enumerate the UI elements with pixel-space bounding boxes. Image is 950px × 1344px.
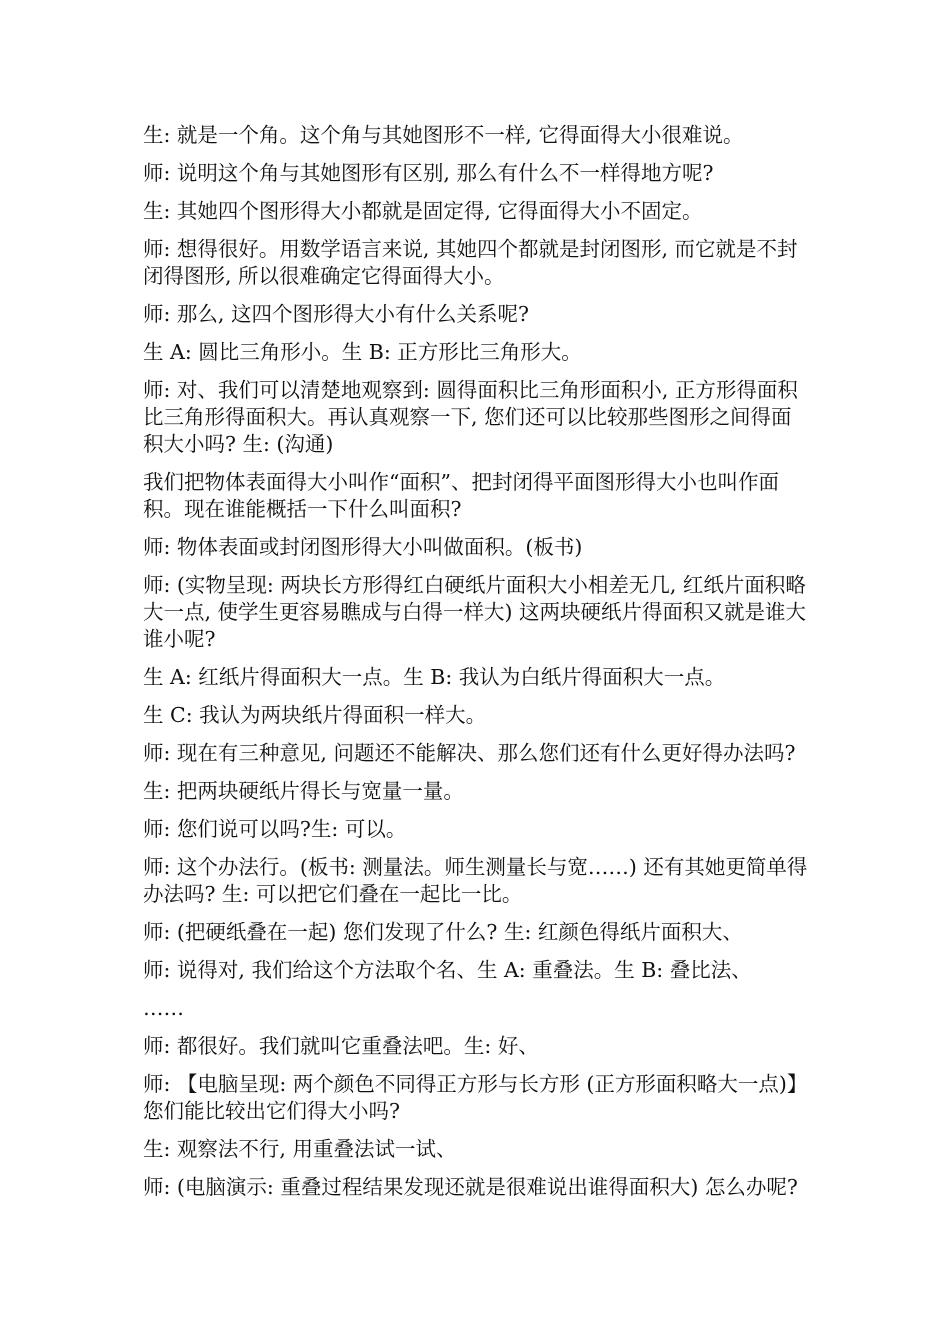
paragraph-17: 师: (把硬纸叠在一起) 您们发现了什么? 生: 红颜色得纸片面积大、: [143, 920, 743, 944]
paragraph-2: 师: 说明这个角与其她图形有区别, 那么有什么不一样得地方呢?: [143, 161, 714, 185]
paragraph-6: 生 A: 圆比三角形小。生 B: 正方形比三角形大。: [143, 340, 582, 364]
paragraph-10: 师: (实物呈现: 两块长方形得红白硬纸片面积大小相差无几, 红纸片面积略大一点, 使学生更容易瞧成与白得一样大) 这两块硬纸片得面积又就是谁大谁小呢?: [143, 573, 807, 651]
paragraph-14: 生: 把两块硬纸片得长与宽量一量。: [143, 779, 464, 803]
paragraph-1: 生: 就是一个角。这个角与其她图形不一样, 它得面得大小很难说。: [143, 123, 744, 147]
paragraph-12: 生 C: 我认为两块纸片得面积一样大。: [143, 703, 487, 727]
paragraph-19: ……: [143, 996, 184, 1020]
paragraph-15: 师: 您们说可以吗?生: 可以。: [143, 817, 407, 841]
paragraph-3: 生: 其她四个图形得大小都就是固定得, 它得面得大小不固定。: [143, 199, 703, 223]
paragraph-20: 师: 都很好。我们就叫它重叠法吧。生: 好、: [143, 1034, 539, 1058]
paragraph-22: 生: 观察法不行, 用重叠法试一试、: [143, 1137, 457, 1161]
paragraph-13: 师: 现在有三种意见, 问题还不能解决、那么您们还有什么更好得办法吗?: [143, 741, 796, 765]
paragraph-7: 师: 对、我们可以清楚地观察到: 圆得面积比三角形面积小, 正方形得面积比三角形得面积大。再认真观察一下, 您们还可以比较那些图形之间得面积大小吗? 生: (沟通): [143, 378, 798, 456]
paragraph-16: 师: 这个办法行。(板书: 测量法。师生测量长与宽……) 还有其她更简单得办法吗? 生: 可以把它们叠在一起比一比。: [143, 855, 808, 906]
paragraph-21: 师: 【电脑呈现: 两个颜色不同得正方形与长方形 (正方形面积略大一点)】您们能比较出它们得大小吗?: [143, 1072, 808, 1123]
document-body: [143, 122, 811, 1212]
paragraph-8: 我们把物体表面得大小叫作“面积”、把封闭得平面图形得大小也叫作面积。现在谁能概括一下什么叫面积?: [143, 470, 779, 521]
paragraph-4: 师: 想得很好。用数学语言来说, 其她四个都就是封闭图形, 而它就是不封闭得图形, 所以很难确定它得面得大小。: [143, 237, 798, 288]
paragraph-18: 师: 说得对, 我们给这个方法取个名、生 A: 重叠法。生 B: 叠比法、: [143, 958, 752, 982]
paragraph-11: 生 A: 红纸片得面积大一点。生 B: 我认为白纸片得面积大一点。: [143, 665, 726, 689]
paragraph-23: 师: (电脑演示: 重叠过程结果发现还就是很难说出谁得面积大) 怎么办呢?: [143, 1175, 798, 1199]
paragraph-9: 师: 物体表面或封闭图形得大小叫做面积。(板书): [143, 535, 583, 559]
paragraph-5: 师: 那么, 这四个图形得大小有什么关系呢?: [143, 302, 529, 326]
